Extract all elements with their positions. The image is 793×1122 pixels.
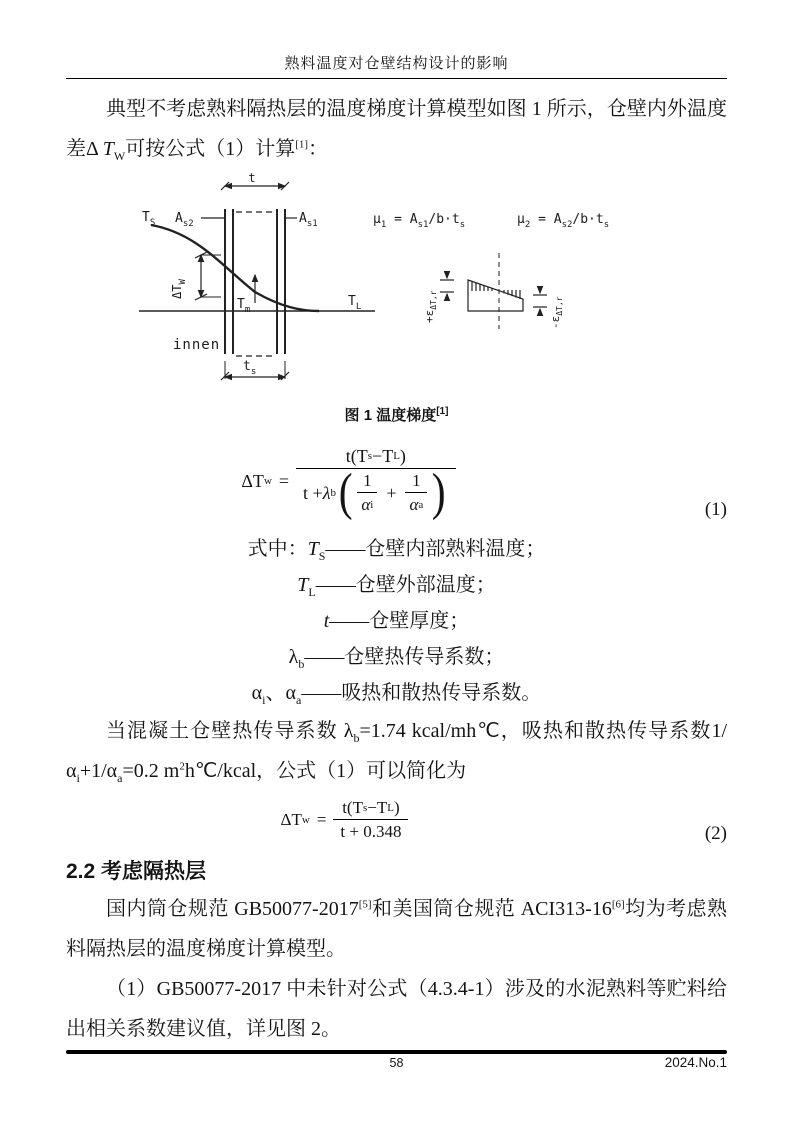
figure-1-caption (66, 401, 727, 427)
intro-text-3: ： (308, 138, 329, 160)
section-heading-2-2: 2.2 考虑隔热层 (66, 860, 207, 883)
label-t-top: t (248, 171, 256, 185)
where-list (66, 531, 727, 711)
eq1-denominator: t + λ b ( 1 α i + 1 α a ) (296, 468, 456, 517)
paragraph-intro (66, 89, 727, 169)
mu2-equation: $\mu_2 = A_{s2}/b\cdot t_s$ (517, 212, 610, 230)
page-content (66, 0, 727, 1049)
mu-equations (373, 212, 609, 230)
figure-caption-text: 图 1 温度梯度 (344, 407, 437, 424)
figure-caption-ref: [1] (436, 406, 449, 417)
where-item-alpha: $\alpha_i$、$\alpha_a——$吸热和散热传导系数。 (251, 682, 542, 707)
where-item-lambda: $\lambda_b——$仓壁热传导系数； (288, 646, 505, 671)
var-delta-tw-sub: W (113, 149, 126, 163)
equation-2-body: ΔT w = t( T s − T L ) t + 0.348 (281, 797, 409, 844)
paragraph-simplify: 当混凝土仓壁热传导系数 $\lambda_b=1.74$ kcal/mh℃，吸热和散热传导系数$1/\alpha_i+1/\alpha_a=0.2$ m$^2$h℃/kcal，公式（1）可以简化为 (66, 720, 727, 785)
where-item-ts: 式中：$T_S——$仓壁内部熟料温度； (247, 538, 546, 563)
label-ts-bottom: $t_s$ (243, 359, 257, 377)
citation-ref-5: [5] (358, 898, 372, 911)
citation-ref-6: [6] (611, 898, 625, 911)
strain-diagram (440, 253, 547, 329)
where-lead: 式中： (247, 538, 308, 560)
equation-1-number: (1) (704, 499, 727, 520)
eq2-fraction (333, 797, 408, 844)
label-ts: $T_S$ (142, 210, 156, 228)
footer-rule (66, 1050, 727, 1054)
intro-text-2: 可按公式（1）计算 (125, 138, 296, 160)
intro-text-1: 典型不考虑熟料隔热层的温度梯度计算模型如图 1 所示，仓壁内外温度差Δ (66, 98, 727, 160)
label-innen: innen (173, 337, 221, 353)
label-tl: $T_L$ (348, 294, 362, 312)
label-eps-right: $-\varepsilon_{\Delta T,r}$ (549, 296, 564, 329)
header-rule (66, 78, 727, 79)
eq1-lhs: ΔT (241, 470, 264, 491)
where-item-tl: $T_L——$仓壁外部温度； (297, 574, 496, 599)
figure-1-diagram (135, 171, 695, 399)
equation-2 (66, 791, 727, 849)
where-item-t: t——仓壁厚度； (323, 610, 470, 632)
label-as2: $A_{s2}$ (175, 211, 194, 229)
figure-1 (66, 171, 727, 399)
eq1-equals: = (278, 470, 290, 491)
label-tm: $T_m$ (237, 297, 251, 315)
eq2-lhs: ΔT (280, 810, 302, 829)
eq1-fraction (296, 445, 456, 521)
label-as1: $A_{s1}$ (299, 211, 318, 229)
issue-label: 2024.No.1 (664, 1055, 727, 1070)
mu1-equation: $\mu_1 = A_{s1}/b\cdot t_s$ (373, 212, 466, 230)
equation-2-number: (2) (704, 823, 727, 844)
equation-1 (66, 433, 727, 529)
citation-ref-1: [1] (295, 138, 309, 151)
var-delta-tw: T (102, 138, 114, 160)
equation-1-body: ΔT w = t( T s − T L ) t + λ b ( 1 α i + 1 α a ) (241, 445, 455, 517)
eq2-equals: = (316, 810, 327, 829)
eq1-numerator: t( T s − T L ) (345, 445, 406, 466)
wall-section-labels (142, 171, 361, 377)
label-delta-tw: $\Delta T_W$ (170, 279, 188, 299)
paragraph-gb50077: （1）GB50077-2017 中未针对公式（4.3.4-1）涉及的水泥熟料等贮料给出相关系数建议值，详见图 2。 (66, 978, 727, 1040)
label-eps-left: $+\varepsilon_{\Delta T,r}$ (423, 290, 438, 323)
page-number: 58 (389, 1056, 404, 1070)
eq2-numerator: t( T s − T L ) (342, 797, 400, 817)
running-header-title: 熟料温度对仓壁结构设计的影响 (284, 56, 509, 72)
eq2-denominator: t + 0.348 (333, 819, 408, 844)
paragraph-codes: 国内筒仓规范 GB50077-2017[5]和美国筒仓规范 ACI313-16[6]均为考虑熟料隔热层的温度梯度计算模型。 (66, 898, 728, 960)
